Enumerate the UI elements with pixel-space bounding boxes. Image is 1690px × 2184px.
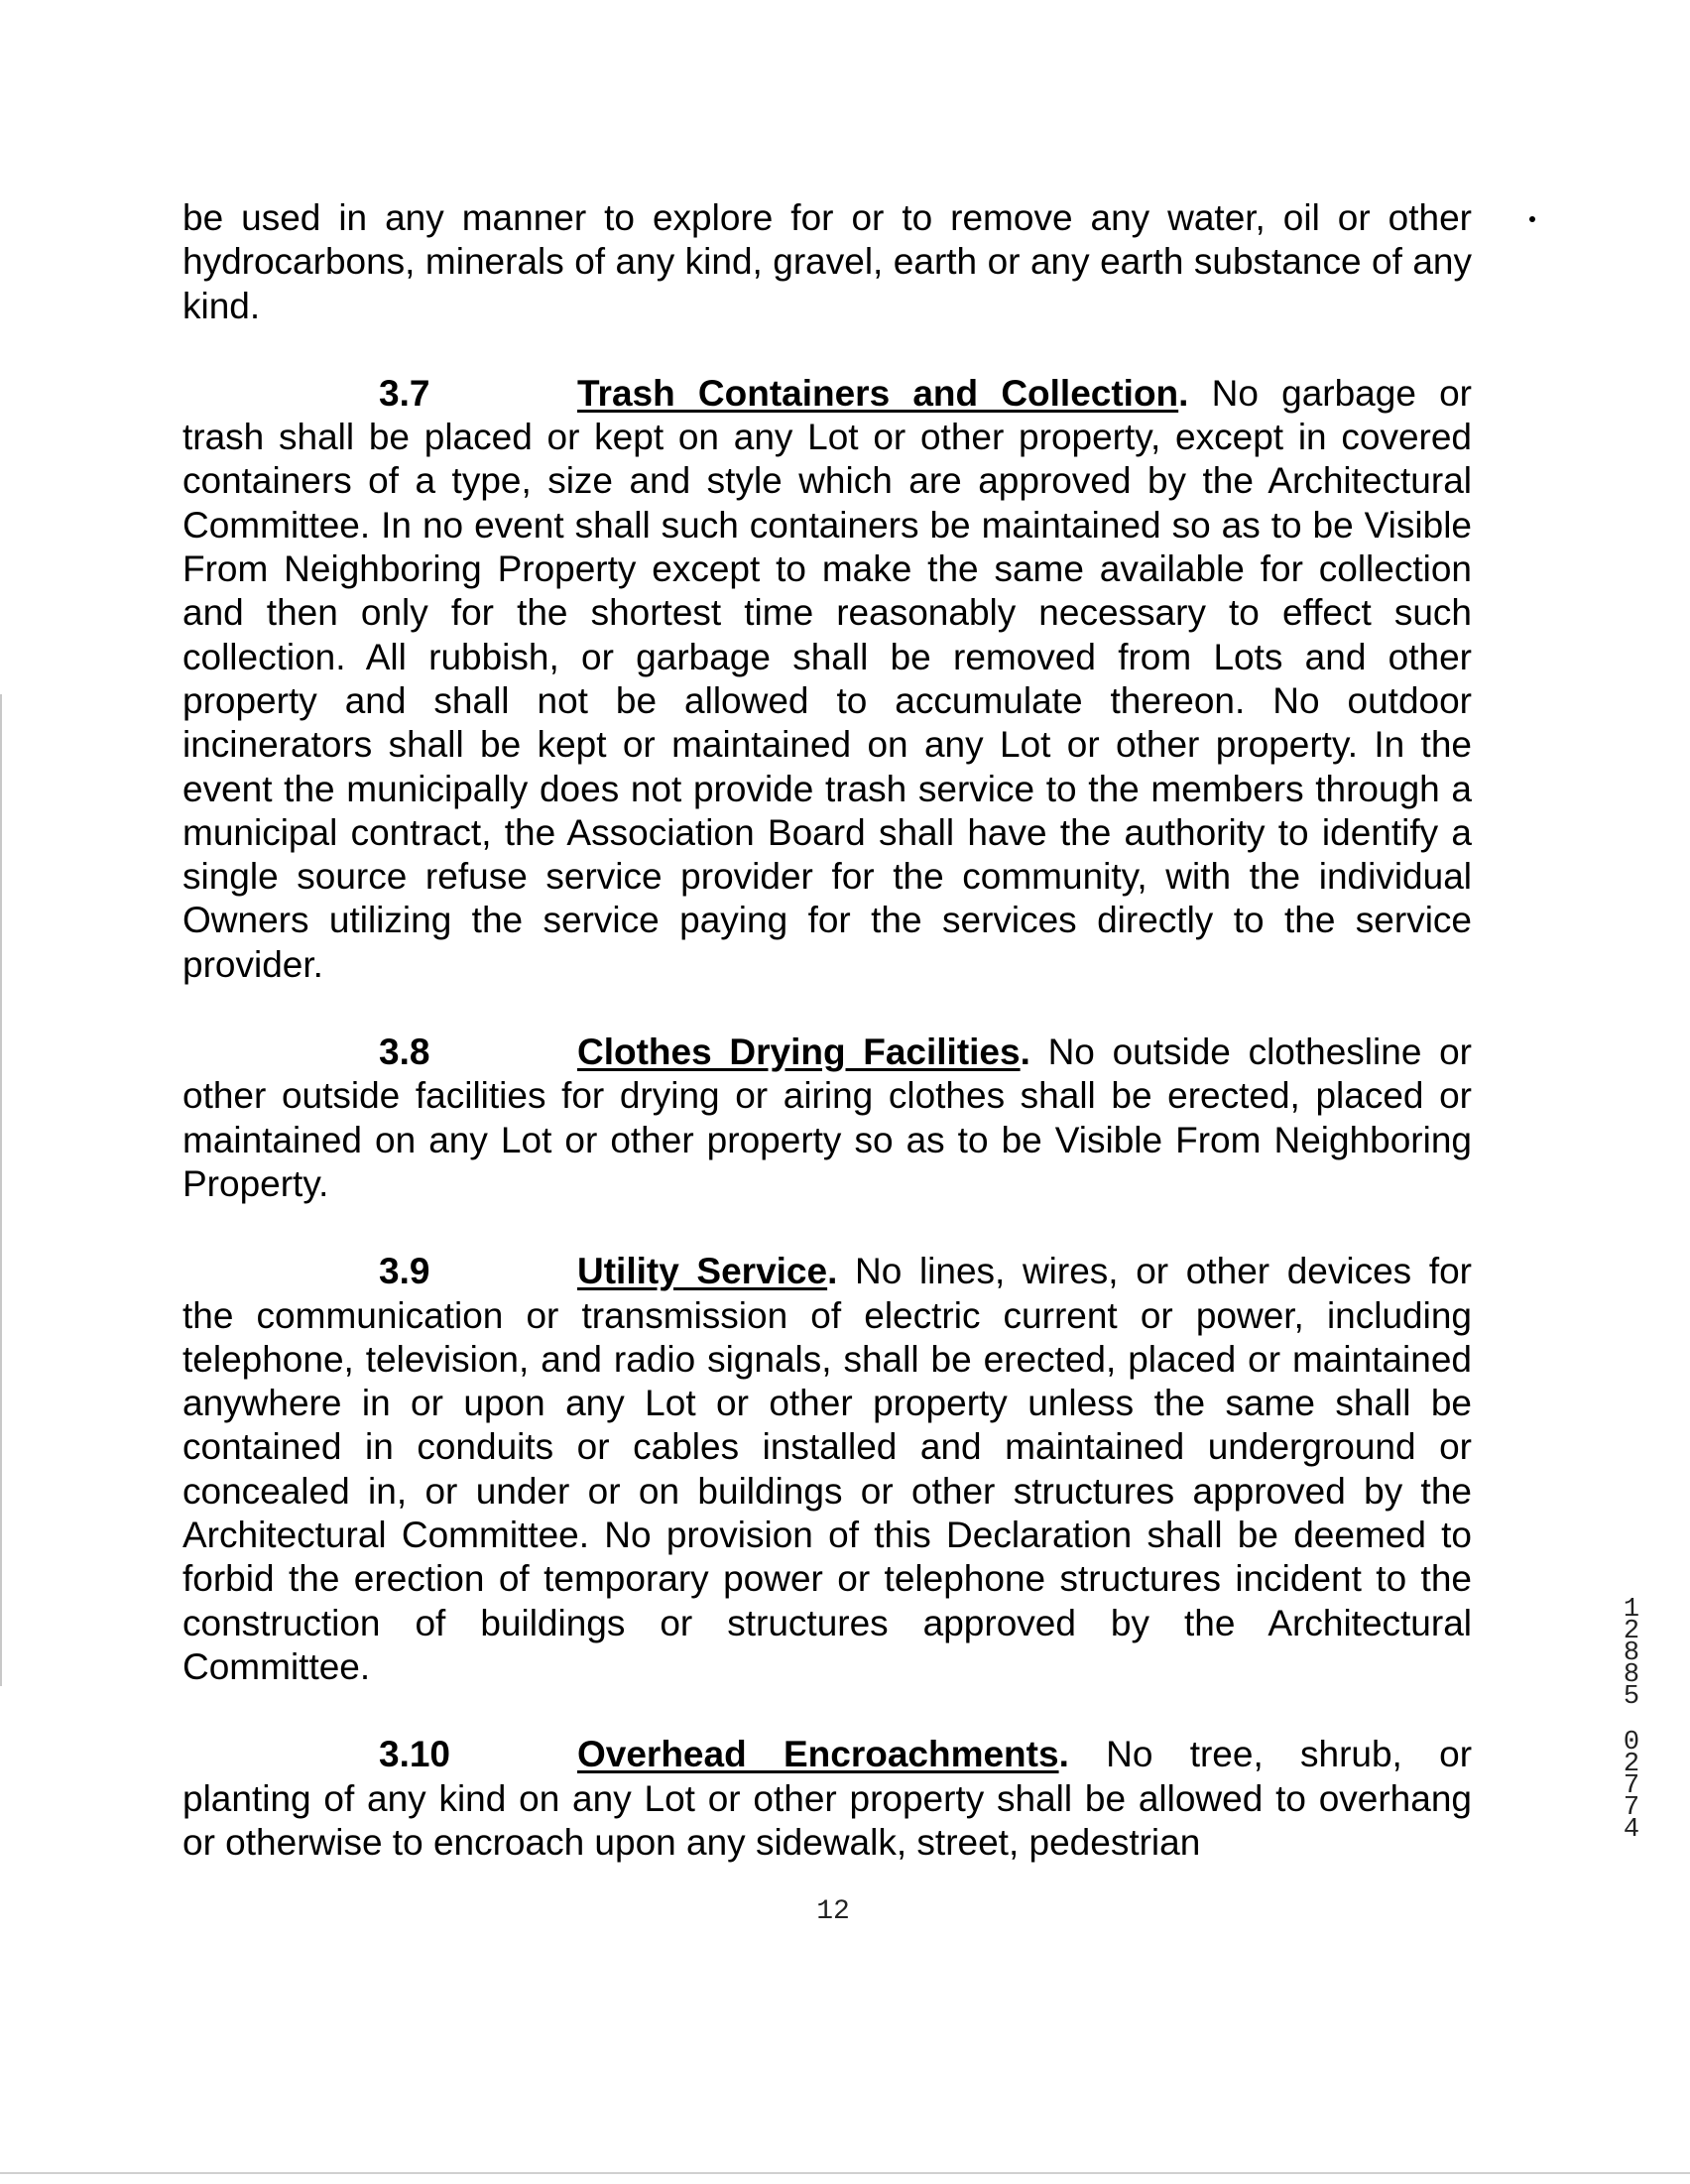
section-title: Clothes Drying Facilities [577, 1031, 1021, 1073]
section-number: 3.8 [379, 1031, 430, 1073]
stamp-digit: 0 [1623, 1728, 1640, 1758]
stamp-digit: 5 [1623, 1682, 1640, 1712]
section-title: Overhead Encroachments [577, 1734, 1059, 1775]
stamp-digit: 8 [1623, 1638, 1640, 1668]
section-body: No garbage or trash shall be placed or kept on any Lot or other property, except in covered containers of a type, size and style which are approved by the Architectural Committee. In no event shall such containers be maintained so as to be Visible From Neighboring Property except to make the same available for collection and then only for the shortest time reasonably necessary to effect such collection. All rubbish, or garbage shall be removed from Lots and other property and shall not be allowed to accumulate thereon. No outdoor incinerators shall be kept or maintained on any Lot or other property. In the event the municipally does not provide trash service to the members through a municipal contract, the Association Board shall have the authority to identify a single source refuse service provider for the community, with the individual Owners utilizing the service paying for the services directly to the service provider. [182, 372, 1473, 985]
section-3-10: 3.10 Overhead Encroachments. No tree, shrub, or planting of any kind on any Lot or other property shall be allowed to overhang or otherwise to encroach upon any sidewalk, street, pedestrian [182, 1734, 1473, 1863]
stamp-digit: 4 [1623, 1815, 1640, 1845]
scan-edge-left [0, 694, 2, 1686]
stamp-digit: 7 [1623, 1793, 1640, 1823]
recording-stamp [1617, 1595, 1646, 1845]
section-body: No tree, shrub, or planting of any kind on any Lot or other property shall be allowed to overhang or otherwise to encroach upon any sidewalk, street, pedestrian [182, 1734, 1473, 1863]
section-number: 3.7 [379, 372, 430, 414]
stamp-digit: 2 [1623, 1617, 1640, 1646]
stamp-digit: 2 [1623, 1750, 1640, 1779]
section-3-9: 3.9 Utility Service. No lines, wires, or other devices for the communication or transmission of electric current or power, including telephone, television, and radio signals, shall be erected, placed or maintained anywhere in or upon any Lot or other property unless the same shall be contained in conduits or cables installed and maintained underground or concealed in, or under or on buildings or other structures approved by the Architectural Committee. No provision of this Declaration shall be deemed to forbid the erection of temporary power or telephone structures incident to the construction of buildings or structures approved by the Architectural Committee. [182, 1251, 1472, 1687]
page-number: 12 [816, 1896, 850, 1927]
section-number: 3.9 [379, 1251, 430, 1292]
stamp-digit: 1 [1623, 1595, 1640, 1625]
section-body: No lines, wires, or other devices for the communication or transmission of electric current or power, including telephone, television, and radio signals, shall be erected, placed or maintained anywhere in or upon any Lot or other property unless the same shall be contained in conduits or cables installed and maintained underground or concealed in, or under or on buildings or other structures approved by the Architectural Committee. No provision of this Declaration shall be deemed to forbid the erection of temporary power or telephone structures incident to the construction of buildings or structures approved by the Architectural Committee. [182, 1251, 1472, 1687]
section-title: Trash Containers and Collection [577, 372, 1179, 414]
stamp-digit: 8 [1623, 1660, 1640, 1690]
body-text [182, 196, 1472, 1908]
section-3-7: 3.7 Trash Containers and Collection. No garbage or trash shall be placed or kept on any Lot or other property, except in covered containers of a type, size and style which are approved by the Architectural Committee. In no event shall such containers be maintained so as to be Visible From Neighboring Property except to make the same available for collection and then only for the shortest time reasonably necessary to effect such collection. All rubbish, or garbage shall be removed from Lots and other property and shall not be allowed to accumulate thereon. No outdoor incinerators shall be kept or maintained on any Lot or other property. In the event the municipally does not provide trash service to the members through a municipal contract, the Association Board shall have the authority to identify a single source refuse service provider for the community, with the individual Owners utilizing the service paying for the services directly to the service provider. [182, 372, 1473, 985]
section-body: No outside clothesline or other outside facilities for drying or airing clothes shall be erected, placed or maintained on any Lot or other property so as to be Visible From Neighboring Property. [182, 1031, 1472, 1204]
margin-dot-mark [1529, 216, 1535, 222]
stamp-digit: 7 [1623, 1771, 1640, 1801]
section-number: 3.10 [379, 1734, 451, 1775]
intro-paragraph: be used in any manner to explore for or to remove any water, oil or other hydrocarbons, minerals of any kind, gravel, earth or any earth substance of any kind. [182, 197, 1472, 326]
section-3-8: 3.8 Clothes Drying Facilities. No outside clothesline or other outside facilities for drying or airing clothes shall be erected, placed or maintained on any Lot or other property so as to be Visible From Neighboring Property. [182, 1031, 1472, 1204]
section-title: Utility Service [577, 1251, 828, 1292]
scan-edge-bottom [0, 2172, 1690, 2174]
